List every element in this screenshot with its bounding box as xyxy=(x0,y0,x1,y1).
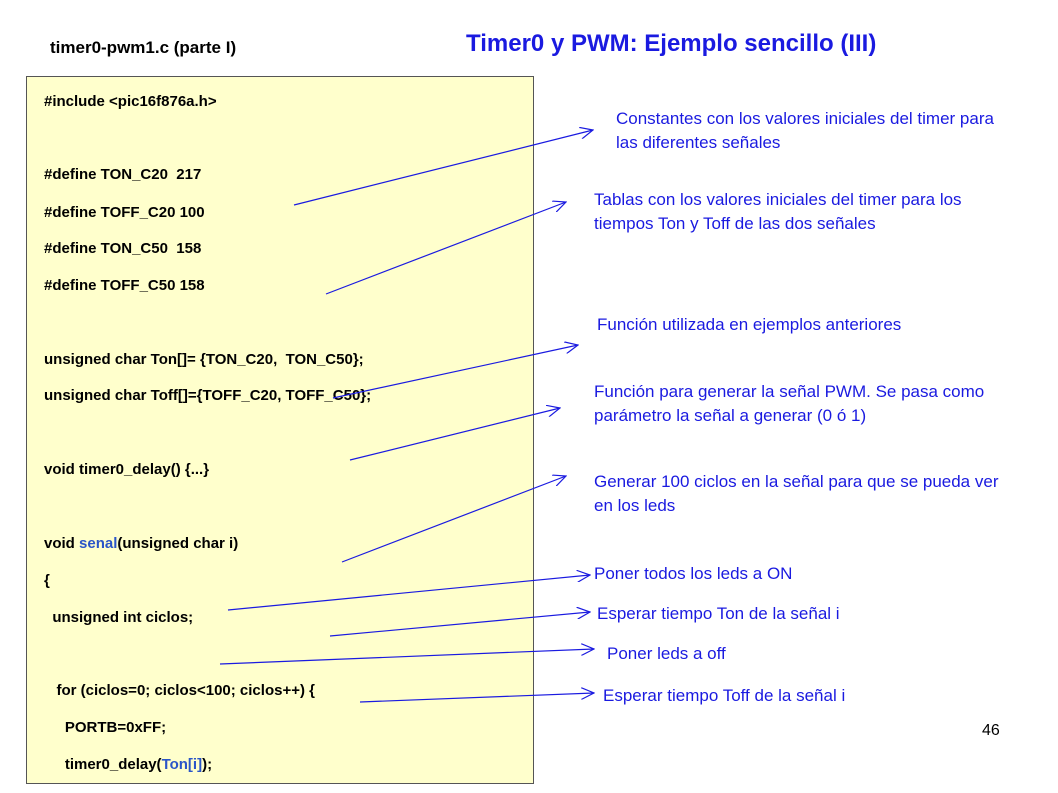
note-constants: Constantes con los valores iniciales del timer para las diferentes señales xyxy=(616,109,994,152)
code-line-define-toff-c50: #define TOFF_C50 158 xyxy=(44,277,205,294)
note-function-previous: Función utilizada en ejemplos anteriores xyxy=(597,315,902,334)
arrow-function-previous xyxy=(333,345,578,398)
arrow-tables xyxy=(326,202,566,294)
code-token-params: (unsigned char i) xyxy=(117,535,239,552)
code-line-for-loop: for (ciclos=0; ciclos<100; ciclos++) { xyxy=(44,682,315,699)
note-leds-off: Poner leds a off xyxy=(607,644,726,663)
arrow-leds-on xyxy=(228,575,590,610)
arrow-wait-toff xyxy=(360,693,594,702)
code-line-ton-array: unsigned char Ton[]= {TON_C20, TON_C50}; xyxy=(44,351,364,368)
code-token-void: void xyxy=(44,535,80,552)
arrow-function-pwm xyxy=(350,408,560,460)
code-line-define-toff-c20: #define TOFF_C20 100 xyxy=(44,204,205,221)
code-line-include: #include <pic16f876a.h> xyxy=(44,93,217,110)
slide-title: Timer0 y PWM: Ejemplo sencillo (III) xyxy=(466,30,877,57)
page-number: 46 xyxy=(982,722,1000,739)
code-token-close: ); xyxy=(202,756,213,773)
note-tables: Tablas con los valores iniciales del timer para los tiempos Ton y Toff de las dos señales xyxy=(594,190,962,233)
arrow-constants xyxy=(294,130,593,205)
note-wait-toff: Esperar tiempo Toff de la señal i xyxy=(603,686,846,705)
code-token-ton-i: Ton[i] xyxy=(161,756,203,773)
code-line-timer0-delay: void timer0_delay() {...} xyxy=(44,461,210,478)
code-line-open-brace: { xyxy=(44,572,50,589)
note-leds-on: Poner todos los leds a ON xyxy=(594,564,793,583)
arrow-wait-ton xyxy=(330,612,590,636)
note-function-pwm: Función para generar la señal PWM. Se pasa como parámetro la señal a generar (0 ó 1) xyxy=(594,382,985,425)
arrow-leds-off xyxy=(220,649,594,664)
note-cycles: Generar 100 ciclos en la señal para que se pueda ver en los leds xyxy=(594,472,999,515)
note-wait-ton: Esperar tiempo Ton de la señal i xyxy=(597,604,840,623)
code-line-define-ton-c50: #define TON_C50 158 xyxy=(44,240,202,257)
arrow-cycles xyxy=(342,476,566,562)
code-token-senal: senal xyxy=(79,535,118,552)
code-line-portb-on: PORTB=0xFF; xyxy=(44,719,167,736)
code-line-toff-array: unsigned char Toff[]={TOFF_C20, TOFF_C50}; xyxy=(44,387,372,404)
file-label: timer0-pwm1.c (parte I) xyxy=(50,38,237,57)
code-token-delay-call: timer0_delay( xyxy=(44,756,162,773)
code-line-define-ton-c20: #define TON_C20 217 xyxy=(44,166,202,183)
code-line-ciclos-decl: unsigned int ciclos; xyxy=(44,609,194,626)
